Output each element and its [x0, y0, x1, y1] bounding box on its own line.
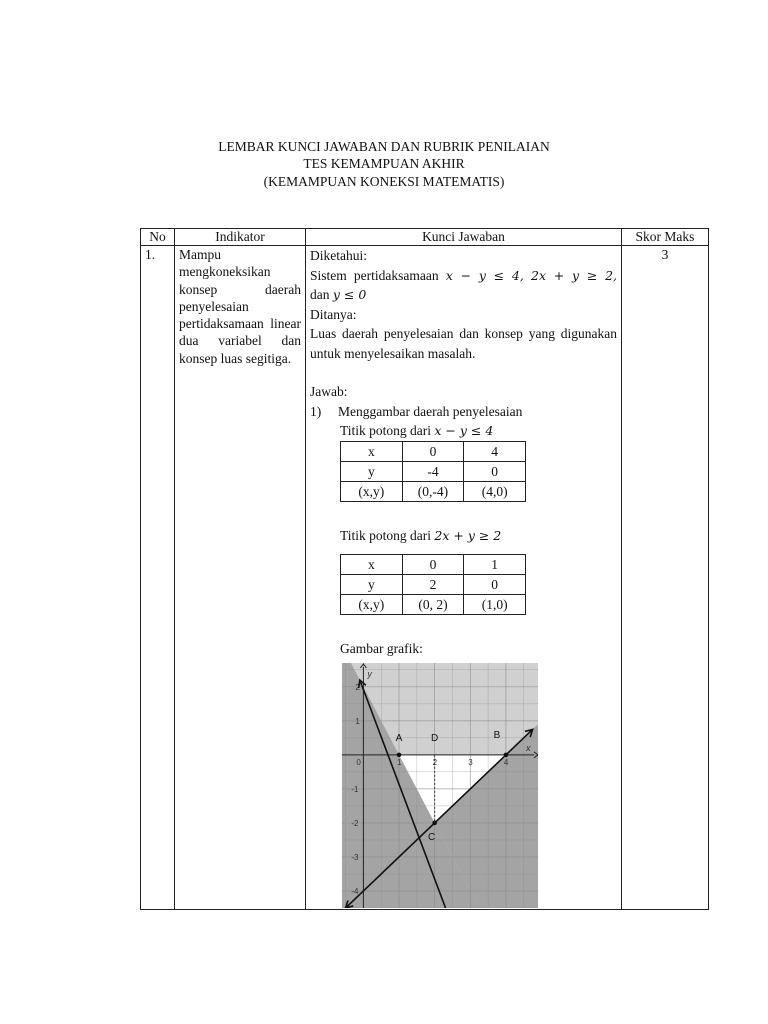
gambar-label: Gambar grafik: [340, 641, 423, 656]
intercept-table-1-cell: (0,-4) [402, 481, 464, 501]
intercept-heading-2 [310, 526, 617, 546]
x-tick-label: 3 [468, 757, 473, 767]
intercept-table-2-row [341, 595, 526, 615]
table-row [141, 246, 709, 910]
intercept-table-2-cell: 0 [464, 575, 526, 595]
intercept-heading-1 [310, 421, 617, 441]
row-number: 1. [141, 246, 175, 910]
header-no: No [141, 229, 175, 246]
point-label-a: A [395, 732, 403, 744]
intercept-table-1-row [341, 481, 526, 501]
intercept-table-1-row [341, 441, 526, 461]
intercept-table-2 [340, 554, 526, 615]
step-1 [310, 402, 617, 422]
indicator-cell: Mampu mengkoneksikan konsep daerah penyelesaian pertidaksamaan linear dua variabel dan konsep luas segitiga. [175, 246, 306, 910]
x-tick-label: 2 [432, 757, 438, 767]
system-text: Sistem pertidaksamaan [310, 267, 439, 283]
dan-text: dan [310, 287, 330, 302]
intercept-expr-1: x − y ≤ 4 [434, 423, 494, 438]
intercept-table-2-cell: (0, 2) [402, 595, 464, 615]
intercept-expr-2: 2x + y ≥ 2 [434, 527, 502, 543]
intercept-table-2-cell: 0 [402, 555, 464, 575]
intercept-table-1-cell: 0 [402, 441, 464, 461]
step-1-number: 1) [310, 403, 322, 419]
answer-key-table [140, 228, 709, 910]
intercept-table-2-row [341, 575, 526, 595]
doc-title-line3: (KEMAMPUAN KONEKSI MATEMATIS) [263, 174, 505, 189]
intercept-table-1-row [341, 461, 526, 481]
point-label-d: D [431, 732, 439, 744]
point-c [432, 821, 437, 826]
intercept-table-1-cell: (4,0) [464, 481, 526, 501]
answer-key-cell [306, 246, 622, 910]
y-tick-label: -2 [351, 818, 359, 828]
jawab-label: Jawab: [310, 384, 348, 399]
inequality-2: 2x + y ≥ 2, [531, 267, 618, 283]
intercept-table-1 [340, 441, 526, 502]
ditanya-label: Ditanya: [310, 306, 357, 322]
header-skor-maks: Skor Maks [622, 229, 709, 246]
x-tick-label: 0 [356, 757, 361, 767]
intercept-table-1-cell: 0 [464, 461, 526, 481]
header-kunci-jawaban: Kunci Jawaban [306, 229, 622, 246]
y-tick-label: -1 [351, 784, 359, 794]
step-1-text: Menggambar daerah penyelesaian [338, 403, 523, 419]
y-tick-label: 2 [355, 682, 360, 692]
max-score: 3 [622, 246, 709, 910]
intercept-table-2-row-label: y [341, 575, 403, 595]
doc-title-line2: TES KEMAMPUAN AKHIR [303, 156, 465, 171]
x-axis-label: x [526, 742, 531, 753]
intercept-table-2-cell: 2 [402, 575, 464, 595]
point-b [504, 753, 509, 758]
solution-region-graph [342, 663, 538, 908]
intercept-table-2-row-label: x [341, 555, 403, 575]
intercept-table-2-cell: 1 [464, 555, 526, 575]
intercept-table-1-row-label: x [341, 441, 403, 461]
intercept-table-1-row-label: (x,y) [341, 481, 403, 501]
question-text: Luas daerah penyelesaian dan konsep yang digunakan untuk menyelesaikan masalah. [310, 326, 617, 361]
y-tick-label: -3 [351, 852, 359, 862]
x-tick-label: 1 [397, 757, 402, 767]
intercept-table-2-row [341, 555, 526, 575]
intercept-table-1-cell: -4 [402, 461, 464, 481]
table-header-row [141, 229, 709, 246]
intercept-table-2-cell: (1,0) [464, 595, 526, 615]
inequality-1: x − y ≤ 4, [445, 267, 524, 283]
given-condition [310, 285, 617, 305]
header-indikator: Indikator [175, 229, 306, 246]
intercept-table-2-row-label: (x,y) [341, 595, 403, 615]
diketahui-label: Diketahui: [310, 248, 367, 263]
doc-title-line1: LEMBAR KUNCI JAWABAN DAN RUBRIK PENILAIAN [218, 139, 550, 154]
intercept-table-1-cell: 4 [464, 441, 526, 461]
inequality-3: y ≤ 0 [332, 287, 367, 302]
point-label-c: C [428, 831, 436, 843]
x-tick-label: 4 [503, 757, 509, 767]
intercept-label-2: Titik potong dari [340, 527, 432, 543]
y-axis-label: y [367, 669, 372, 679]
intercept-label-1: Titik potong dari [340, 423, 432, 438]
point-a [397, 753, 402, 758]
given-system [310, 266, 617, 286]
y-tick-label: -4 [351, 886, 359, 896]
intercept-table-1-row-label: y [341, 461, 403, 481]
y-tick-label: 1 [355, 716, 360, 726]
point-label-b: B [493, 729, 501, 741]
